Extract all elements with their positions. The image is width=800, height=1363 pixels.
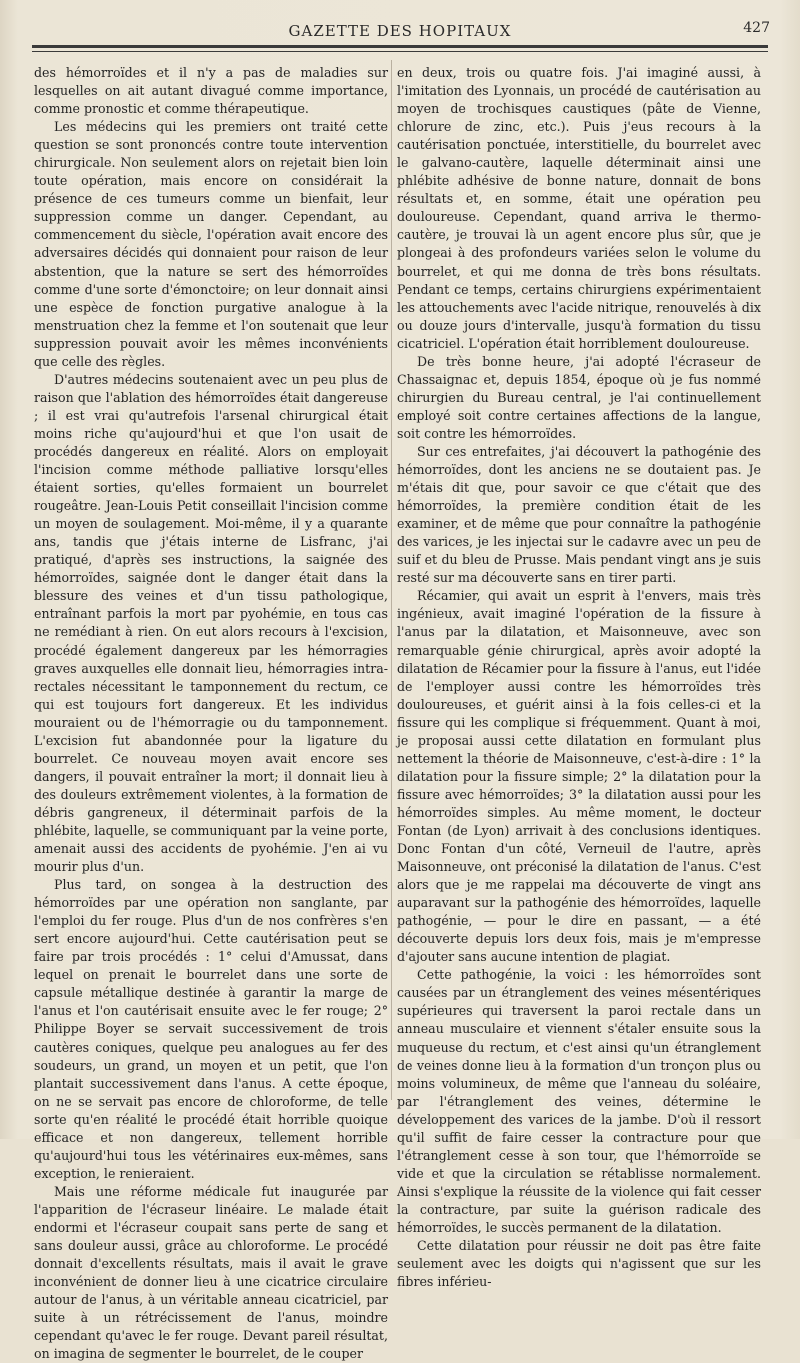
page-header <box>30 22 770 42</box>
paragraph: des hémorroïdes et il n'y a pas de maladies sur lesquelles on ait autant divagué comme importance, comme pronostic et comme thérapeutique. <box>34 65 388 117</box>
page-number: 427 <box>743 20 770 36</box>
left-column <box>34 64 388 1363</box>
paragraph: Récamier, qui avait un esprit à l'envers, mais très ingénieux, avait imaginé l'opération de la fissure à l'anus par la dilatation, et Maisonneuve, avec son remarquable génie chirurgical, après avoir adopté la dilatation de Récamier pour la fissure à l'anus, eut l'idée de l'employer aussi contre les hémorroïdes très douloureuses, et guérit ainsi à la fois celles-ci et la fissure qui les complique si fréquemment. Quant à moi, je proposai aussi cette dilatation en formulant plus nettement la théorie de Maisonneuve, c'est-à-dire : 1° la dilatation pour la fissure simple; 2° la dilatation pour la fissure avec hémorroïdes; 3° la dilatation aussi pour les hémorroïdes simples. Au même moment, le docteur Fontan (de Lyon) arrivait à des conclusions identiques. Donc Fontan d'un côté, Verneuil de l'autre, après Maisonneuve, ont préconisé la dilatation de l'anus. C'est alors que je me rappelai ma découverte de vingt ans auparavant sur la pathogénie des hémorroïdes, laquelle pathogénie, — pour le dire en passant, — a été découverte depuis lors deux fois, mais je m'empresse d'ajouter sans aucune intention de plagiat. <box>397 588 761 965</box>
header-rule-thick <box>32 45 768 48</box>
paragraph: Mais une réforme médicale fut inaugurée par l'apparition de l'écraseur linéaire. Le malade était endormi et l'écraseur coupait sans perte de sang et sans douleur aussi, grâce au chloroforme. Le procédé donnait d'excellents résultats, mais il avait le grave inconvénient de donner lieu à une cicatrice circulaire autour de l'anus, à un véritable anneau cicatriciel, par suite à un rétrécissement de l'anus, moindre cependant qu'avec le fer rouge. Devant pareil résultat, on imagina de segmenter le bourrelet, de le couper <box>34 1183 388 1362</box>
paragraph: De très bonne heure, j'ai adopté l'écraseur de Chassaignac et, depuis 1854, époque où je fus nommé chirurgien du Bureau central, je l'ai continuellement employé soit contre certaines affections de la langue, soit contre les hémorroïdes. <box>397 353 761 441</box>
right-column <box>397 64 761 1291</box>
paragraph: Cette dilatation pour réussir ne doit pas être faite seulement avec les doigts qui n'agissent que sur les fibres inférieu- <box>397 1238 761 1290</box>
header-rule-thin <box>32 51 768 52</box>
paragraph: Plus tard, on songea à la destruction des hémorroïdes par une opération non sanglante, par l'emploi du fer rouge. Plus d'un de nos confrères s'en sert encore aujourd'hui. Cette cautérisation peut se faire par trois procédés : 1° celui d'Amussat, dans lequel on prenait le bourrelet dans une sorte de capsule métallique destinée à garantir la marge de l'anus et l'on cautérisait ensuite avec le fer rouge; 2° Philippe Boyer se servait successivement de trois cautères coniques, quelque peu analogues au fer des soudeurs, un grand, un moyen et un petit, que l'on plantait successivement dans l'anus. A cette époque, on ne se servait pas encore de chloroforme, de telle sorte qu'en réalité le procédé était horrible quoique efficace et non dangereux, tellement horrible qu'aujourd'hui tous les vétérinaires eux-mêmes, sans exception, le renieraient. <box>34 877 388 1181</box>
paragraph: Cette pathogénie, la voici : les hémorroïdes sont causées par un étranglement des veines mésentériques supérieures qui traversent la paroi rectale dans un anneau musculaire et viennent s'étaler ensuite sous la muqueuse du rectum, et c'est ainsi qu'un étranglement de veines donne lieu à la formation d'un tronçon plus ou moins volumineux, de même que l'anneau du soléaire, par l'étranglement des veines, détermine le développement des varices de la jambe. D'où il ressort qu'il suffit de faire cesser la contracture pour que l'étranglement cesse à son tour, que l'hémorroïde se vide et que la circulation se rétablisse normalement. Ainsi s'explique la réussite de la violence qui fait cesser la contracture, par suite la guérison radicale des hémorroïdes, le succès permanent de la dilatation. <box>397 967 761 1235</box>
running-title: GAZETTE DES HOPITAUX <box>288 22 512 40</box>
paragraph: D'autres médecins soutenaient avec un peu plus de raison que l'ablation des hémorroïdes était dangereuse ; il est vrai qu'autrefois l'arsenal chirurgical était moins riche qu'aujourd'hui et que l'on usait de procédés dangereux en réalité. Alors on employait l'incision comme méthode palliative lorsqu'elles étaient sorties, qu'elles formaient un bourrelet rougeâtre. Jean-Louis Petit conseillait l'incision comme un moyen de soulagement. Moi-même, il y a quarante ans, tandis que j'étais interne de Lisfranc, j'ai pratiqué, d'après ses instructions, la saignée des hémorroïdes, saignée dont le danger était dans la blessure des veines et d'un tissu pathologique, entraînant parfois la mort par pyohémie, en tous cas ne remédiant à rien. On eut alors recours à l'excision, procédé également dangereux par les hémorragies graves auxquelles elle donnait lieu, hémorragies intra-rectales nécessitant le tamponnement du rectum, ce qui est toujours fort dangereux. Et les individus mouraient ou de l'hémorragie ou du tamponnement. L'excision fut abandonnée pour la ligature du bourrelet. Ce nouveau moyen avait encore ses dangers, il pouvait entraîner la mort; il donnait lieu à des douleurs extrêmement violentes, à la formation de débris gangreneux, il déterminait parfois de la phlébite, laquelle, se communiquant par la veine porte, amenait aussi des accidents de pyohémie. J'en ai vu mourir plus d'un. <box>34 371 388 875</box>
column-divider <box>391 60 392 1100</box>
paragraph: Sur ces entrefaites, j'ai découvert la pathogénie des hémorroïdes, dont les anciens ne se doutaient pas. Je m'étais dit que, pour savoir ce que c'était que des hémorroïdes, la première condition était de les examiner, et de même que pour connaître la pathogénie des varices, je les injectai sur le cadavre avec un peu de suif et du bleu de Prusse. Mais pendant vingt ans je suis resté sur ma découverte sans en tirer parti. <box>397 443 761 586</box>
paragraph: Les médecins qui les premiers ont traité cette question se sont prononcés contre toute intervention chirurgicale. Non seulement alors on rejetait bien loin toute opération, mais encore on considérait la présence de ces tumeurs comme un bienfait, leur suppression comme un danger. Cependant, au commencement du siècle, l'opération avait encore des adversaires décidés qui donnaient pour raison de leur abstention, que la nature se sert des hémorroïdes comme d'une sorte d'émonctoire; on leur donnait ainsi une espèce de fonction purgative analogue à la menstruation chez la femme et l'on soutenait que leur suppression pouvait avoir les mêmes inconvénients que celle des règles. <box>34 119 388 369</box>
paragraph: en deux, trois ou quatre fois. J'ai imaginé aussi, à l'imitation des Lyonnais, un procédé de cautérisation au moyen de trochisques caustiques (pâte de Vienne, chlorure de zinc, etc.). Puis j'eus recours à la cautérisation ponctuée, interstitielle, du bourrelet avec le galvano-cautère, laquelle déterminait ainsi une phlébite adhésive de bonne nature, donnait de bons résultats et, en somme, était une opération peu douloureuse. Cependant, quand arriva le thermo-cautère, je trouvai là un agent encore plus sûr, que je plongeai à des profondeurs variées selon le volume du bourrelet, et qui me donna de très bons résultats. Pendant ce temps, certains chirurgiens expérimentaient les attouchements avec l'acide nitrique, renouvelés à dix ou douze jours d'intervalle, jusqu'à formation du tissu cicatriciel. L'opération était horriblement douloureuse. <box>397 65 761 351</box>
